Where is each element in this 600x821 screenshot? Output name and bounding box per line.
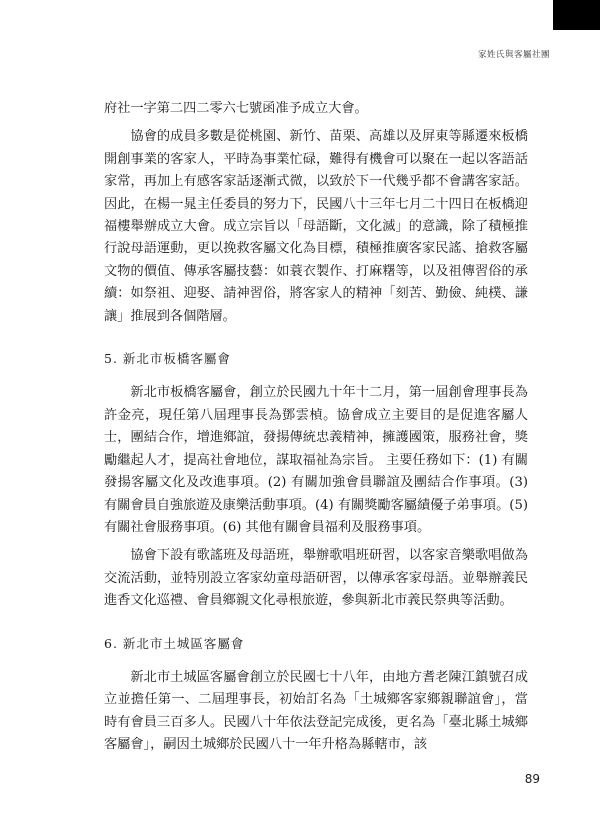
paragraph-banqiao-activities: 協會下設有歌謠班及母語班，舉辦歌唱班研習，以客家音樂歌唱做為交流活動，並特別設立客家幼童母語研習，以傳承客家母語。並舉辦義民進香文化巡禮、會員鄉親文化尋根旅遊，參與新北市義民祭典等活動。 [104, 548, 528, 609]
paragraph-tucheng-intro: 新北市土城區客屬會創立於民國七十八年，由地方耆老陳江鎮號召成立並擔任第一、二屆理事長，初始訂名為「土城鄉客家鄉親聯誼會」，當時有會員三百多人。民國八十年依法登記完成後，更名為「臺北縣土城鄉客屬會」，嗣因土城鄉於民國八十一年升格為縣轄市，該 [104, 669, 528, 753]
corner-tab-marker [553, 0, 600, 30]
page-body [104, 98, 528, 757]
section-heading-banqiao: 5. 新北市板橋客屬會 [104, 351, 231, 367]
page-number: 89 [524, 772, 540, 786]
paragraph-association-members: 協會的成員多數是從桃園、新竹、苗栗、高雄以及屏東等縣遷來板橋開創事業的客家人，平時為事業忙碌，難得有機會可以聚在一起以客語話家常，再加上有感客家話逐漸式微，以致於下一代幾乎都不會講客家話。因此，在楊一晁主任委員的努力下，民國八十三年七月二十四日在板橋迎福樓舉辦成立大會。成立宗旨以「母語斷，文化滅」的意識，除了積極推行說母語運動，更以挽救客屬文化為目標，積極推廣客家民謠、搶救客屬文物的價值、傳承客屬技藝：如蓑衣製作、打麻糬等，以及祖傳習俗的承續：如祭祖、迎娶、請神習俗，將客家人的精神「刻苦、勤儉、純樸、謙讓」推展到各個階層。 [104, 129, 528, 324]
paragraph-banqiao-intro: 新北市板橋客屬會，創立於民國九十年十二月，第一屆創會理事長為許金亮，現任第八屆理事長為鄧雲楨。協會成立主要目的是促進客屬人士，團結合作，增進鄉誼，發揚傳統忠義精神，擁護國策，服務社會，獎勵繼起人才，提高社會地位，謀取福祉為宗旨。 主要任務如下：(1) 有關發揚客屬文化及改進事項。(2) 有關加強會員聯誼及團結合作事項。(3) 有關會員自強旅遊及康樂活動事項。(4) 有關獎勵客屬績優子弟事項。(5) 有關社會服務事項。(6) 其他有關會員福利及服務事項。 [104, 385, 528, 535]
running-header: 家姓氏與客屬社團 [477, 50, 550, 60]
paragraph-continued: 府社一字第二四二零六七號函准予成立大會。 [104, 101, 368, 116]
section-heading-tucheng: 6. 新北市土城區客屬會 [104, 635, 245, 651]
